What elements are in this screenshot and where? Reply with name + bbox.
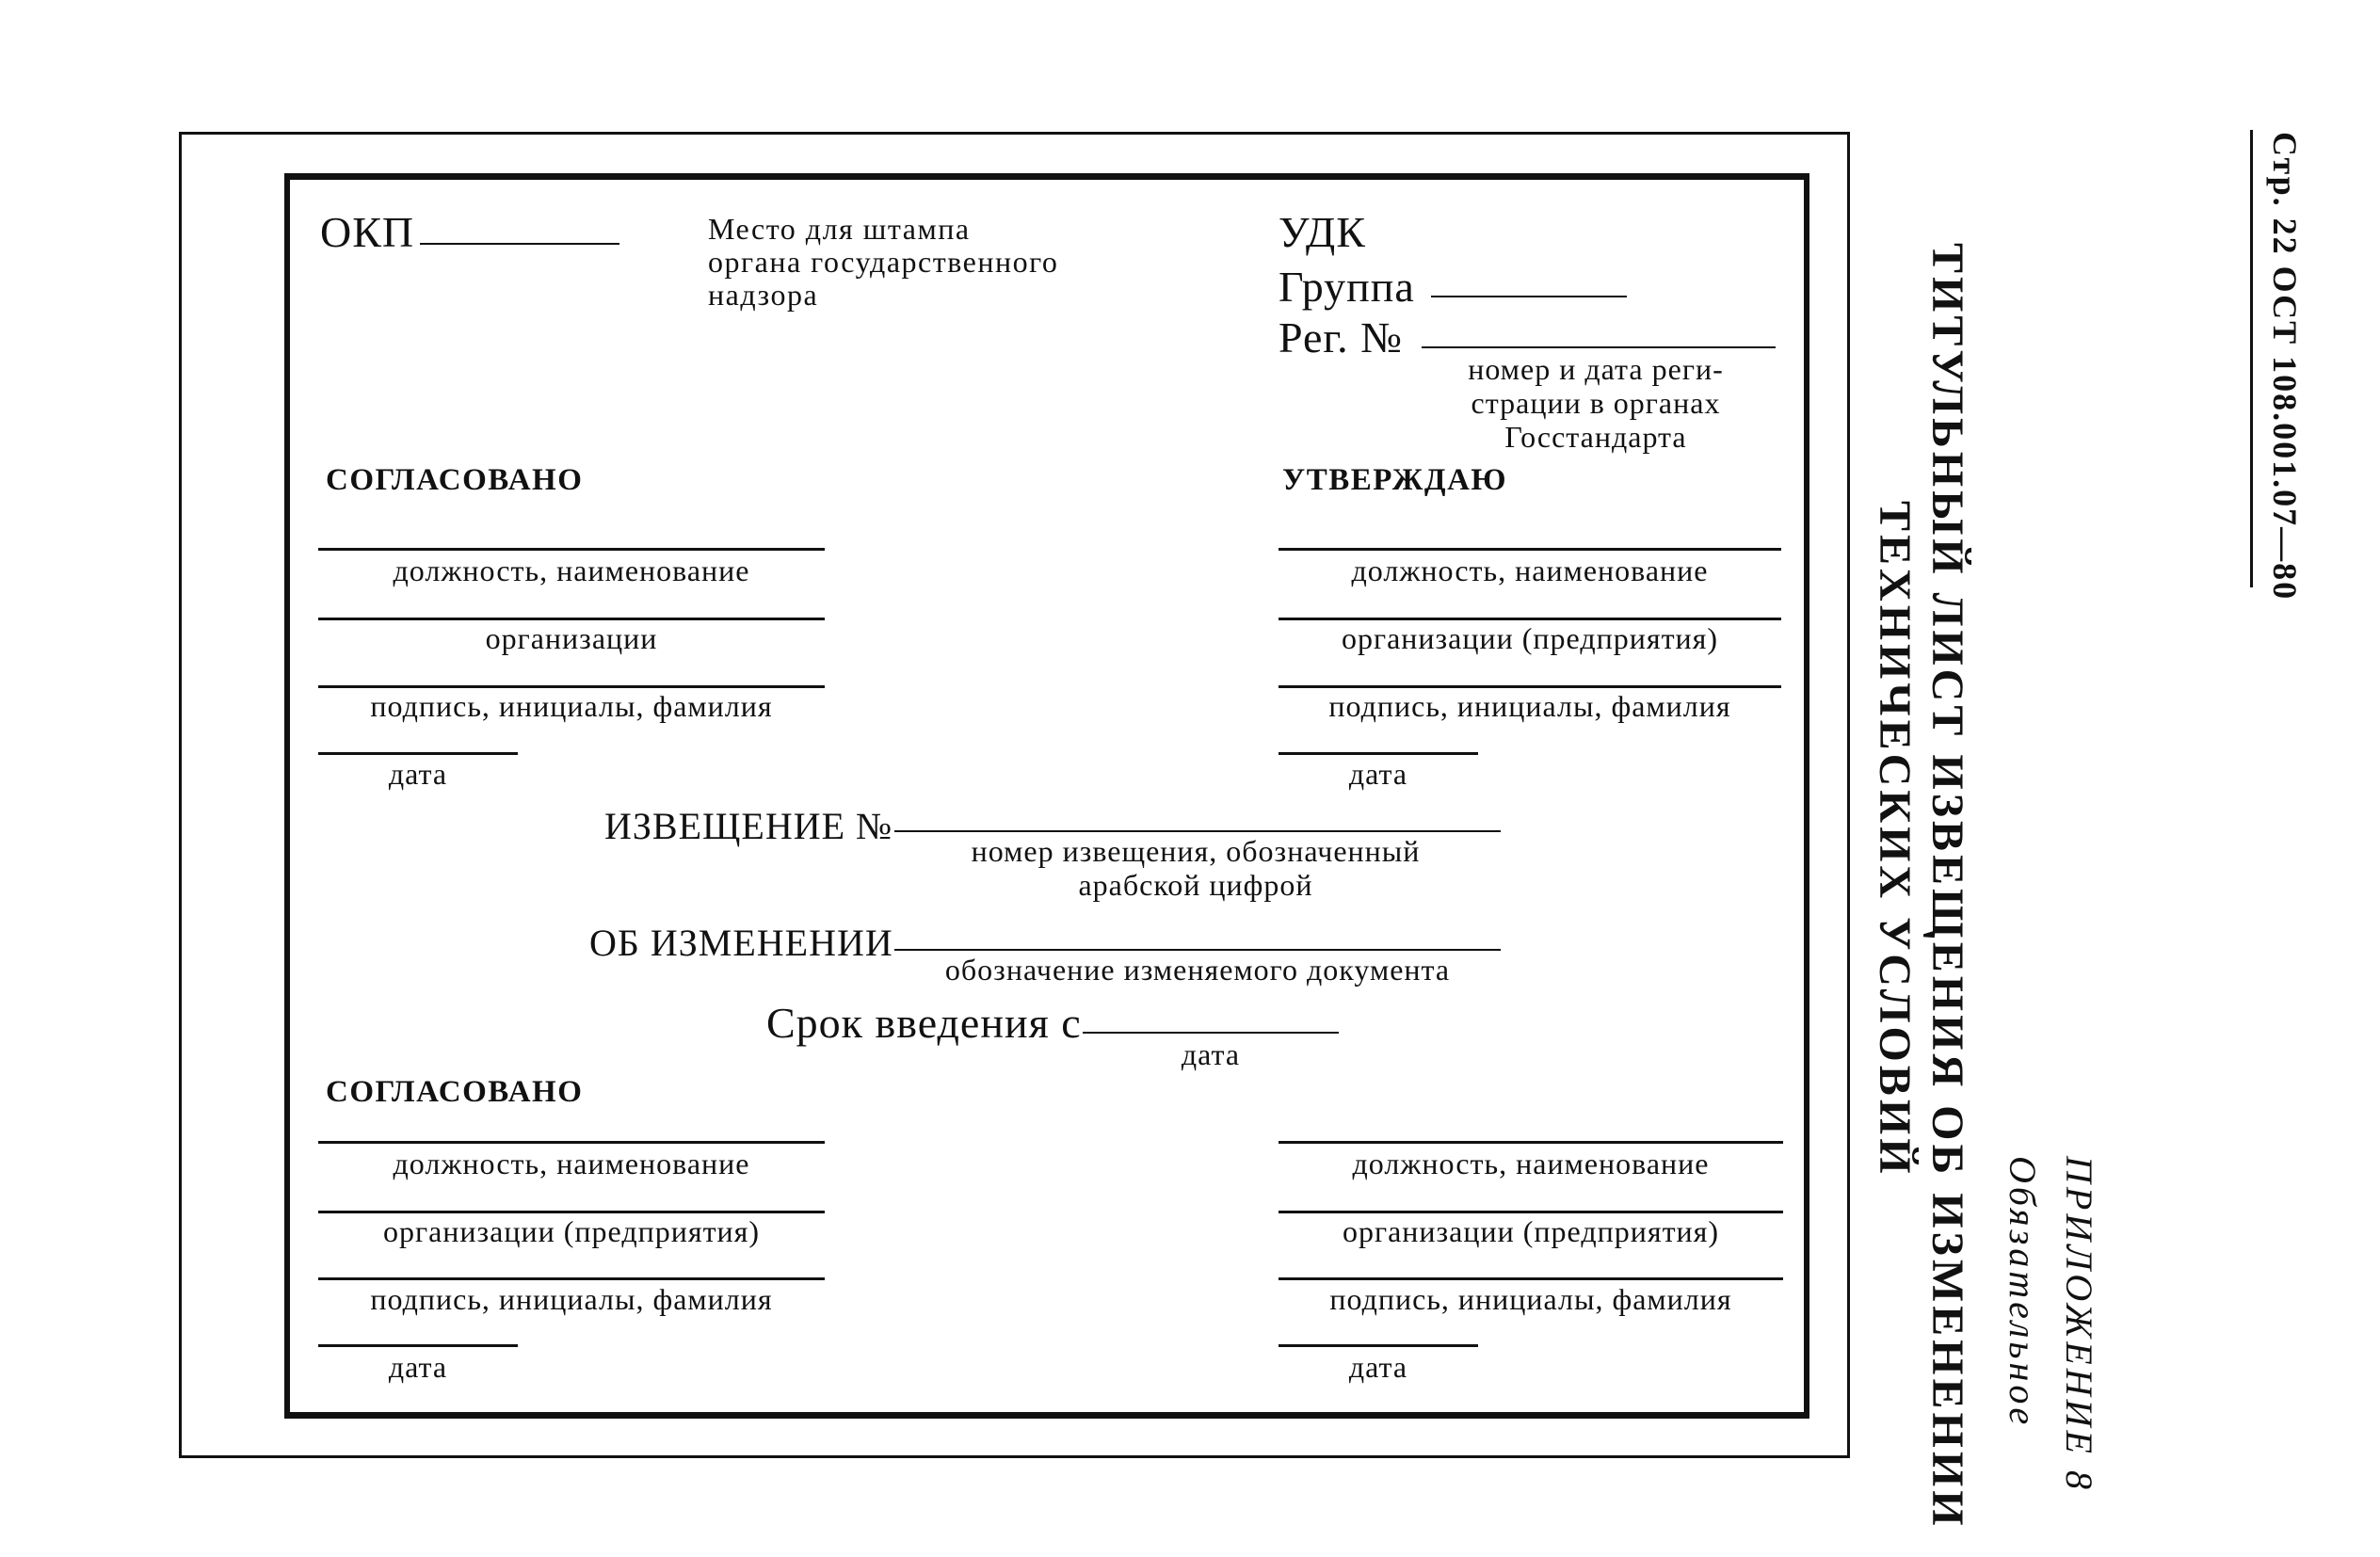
- signature-line: [318, 548, 825, 551]
- reg-note-line: страции в органах: [1471, 386, 1721, 420]
- reg-line: [1422, 346, 1776, 348]
- notice-note-line: арабской цифрой: [1078, 868, 1313, 902]
- bottom-left-heading: СОГЛАСОВАНО: [326, 1075, 584, 1109]
- reg-label: Рег. №: [1278, 313, 1403, 361]
- date-line: [318, 752, 518, 755]
- top-left-date: дата: [388, 757, 448, 791]
- outer-frame-right: [1847, 132, 1850, 1458]
- page-header: Стр. 22 ОСТ 108.001.07—80: [2266, 132, 2304, 602]
- group-line: [1431, 296, 1627, 297]
- top-left-line3: подпись, инициалы, фамилия: [370, 689, 773, 723]
- outer-frame-bottom: [179, 1455, 1850, 1458]
- side-title-line2: ТЕХНИЧЕСКИХ УСЛОВИЙ: [1870, 501, 1920, 1178]
- notice-note-line: номер извещения, обозначенный: [971, 834, 1421, 868]
- signature-line: [1278, 1141, 1783, 1144]
- date-line: [1278, 1344, 1478, 1347]
- top-left-line2: организации: [485, 621, 658, 655]
- signature-line: [318, 1141, 825, 1144]
- udk-label: УДК: [1278, 208, 1366, 256]
- top-right-heading: УТВЕРЖДАЮ: [1282, 463, 1508, 497]
- reg-note: [1431, 352, 1761, 454]
- stamp-note-line: Место для штампа: [708, 212, 971, 246]
- bottom-right-line3: подпись, инициалы, фамилия: [1329, 1282, 1732, 1316]
- bottom-right-line2: организации (предприятия): [1342, 1214, 1720, 1248]
- top-right-date: дата: [1348, 757, 1408, 791]
- term-label: Срок введения с: [766, 999, 1082, 1047]
- stamp-note-line: органа государственного: [708, 245, 1059, 279]
- signature-line: [1278, 548, 1781, 551]
- change-note: обозначение изменяемого документа: [944, 953, 1451, 987]
- top-left-line1: должность, наименование: [393, 554, 750, 587]
- change-line: [894, 949, 1501, 951]
- appendix-label: ПРИЛОЖЕНИЕ 8: [2058, 1156, 2100, 1493]
- term-note: дата: [1181, 1037, 1241, 1071]
- notice-line: [894, 830, 1501, 832]
- mandatory-label: Обязательное: [2002, 1156, 2044, 1429]
- bottom-left-line2: организации (предприятия): [382, 1214, 761, 1248]
- side-title-line1: ТИТУЛЬНЫЙ ЛИСТ ИЗВЕЩЕНИЯ ОБ ИЗМЕНЕНИИ: [1922, 243, 1972, 1530]
- bottom-left-line1: должность, наименование: [393, 1147, 750, 1180]
- stamp-note-line: надзора: [708, 278, 819, 312]
- term-line: [1083, 1032, 1339, 1034]
- bottom-right-date: дата: [1348, 1350, 1408, 1384]
- signature-line: [318, 618, 825, 620]
- group-label: Группа: [1278, 263, 1415, 311]
- notice-label: ИЗВЕЩЕНИЕ №: [604, 805, 893, 847]
- outer-frame-left: [179, 132, 182, 1458]
- top-left-heading: СОГЛАСОВАНО: [326, 463, 584, 497]
- top-right-line1: должность, наименование: [1351, 554, 1709, 587]
- inner-frame-top: [284, 173, 1809, 180]
- signature-line: [1278, 1211, 1783, 1213]
- outer-frame-top: [179, 132, 1850, 135]
- notice-note: [904, 834, 1488, 902]
- bottom-left-date: дата: [388, 1350, 448, 1384]
- top-right-line3: подпись, инициалы, фамилия: [1328, 689, 1731, 723]
- top-right-line2: организации (предприятия): [1341, 621, 1719, 655]
- bottom-left-line3: подпись, инициалы, фамилия: [370, 1282, 773, 1316]
- signature-line: [318, 1211, 825, 1213]
- okp-label: ОКП: [320, 208, 415, 256]
- inner-frame-right: [1804, 173, 1809, 1419]
- okp-line: [420, 243, 619, 245]
- signature-line: [1278, 685, 1781, 688]
- inner-frame-left: [284, 173, 290, 1419]
- date-line: [318, 1344, 518, 1347]
- stamp-note: [708, 213, 1058, 312]
- reg-note-line: номер и дата реги-: [1468, 352, 1724, 386]
- signature-line: [1278, 618, 1781, 620]
- page-header-rule: [2250, 130, 2253, 587]
- reg-note-line: Госстандарта: [1504, 420, 1687, 454]
- signature-line: [318, 1277, 825, 1280]
- signature-line: [318, 685, 825, 688]
- change-label: ОБ ИЗМЕНЕНИИ: [589, 922, 893, 964]
- inner-frame-bottom: [284, 1412, 1809, 1419]
- date-line: [1278, 752, 1478, 755]
- bottom-right-line1: должность, наименование: [1352, 1147, 1710, 1180]
- signature-line: [1278, 1277, 1783, 1280]
